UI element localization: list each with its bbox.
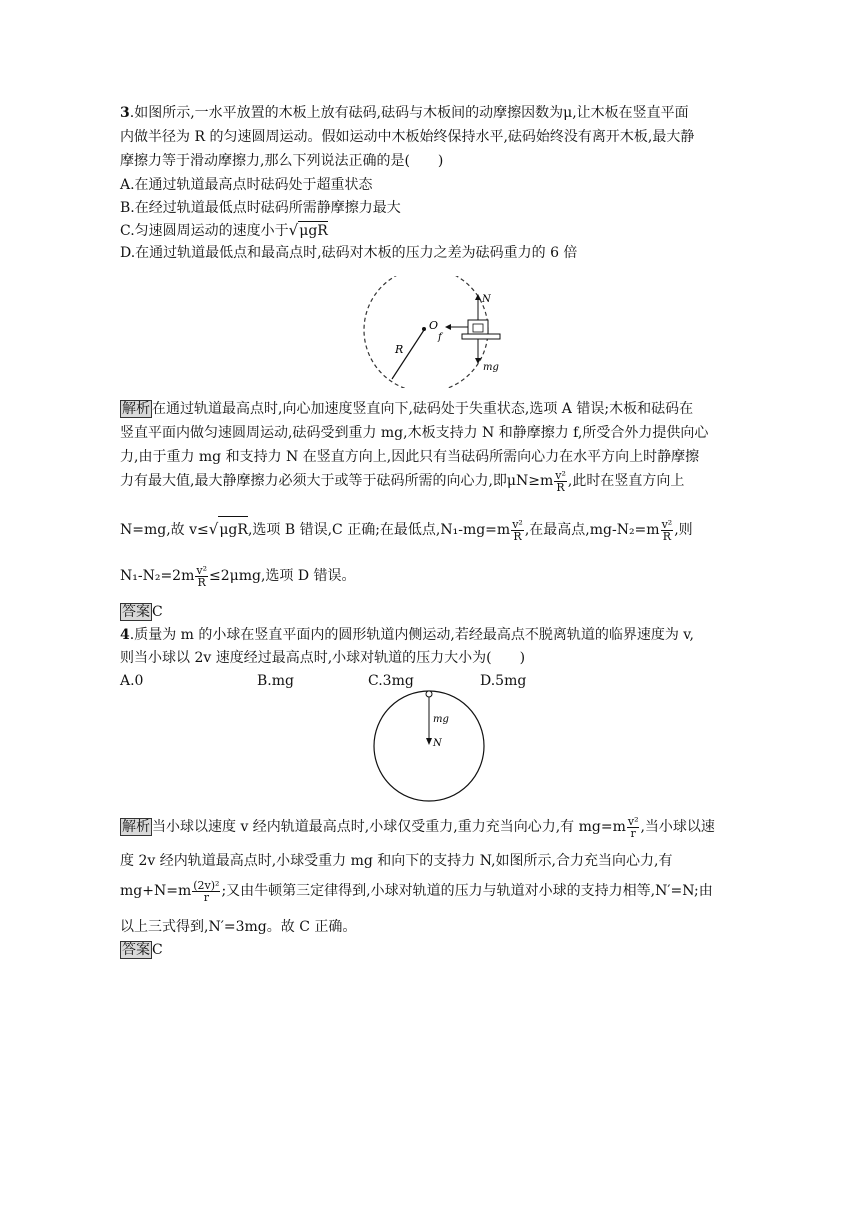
q4-analysis-line1 (120, 814, 715, 840)
q4-stem-line2: 则当小球以 2v 速度经过最高点时,小球对轨道的压力大小为( ) (120, 650, 526, 666)
q3-analysis-text4b: ,此时在竖直方向上 (567, 473, 685, 489)
frac-den: r (630, 826, 636, 840)
q3-analysis-line6 (120, 563, 356, 589)
q4-option-c: C.3mg (368, 673, 414, 689)
fraction-v2-R (554, 470, 567, 493)
label-O: O (429, 319, 439, 332)
q3-number: 3 (120, 105, 130, 121)
fraction-v2-R (511, 519, 524, 542)
label-mg: mg (483, 362, 499, 373)
fraction-v2-R (661, 519, 674, 542)
arrowhead-down (426, 738, 432, 745)
q3-analysis-text5c: ,在最高点,mg-N₂=m (524, 522, 660, 538)
sqrt-mugR: μgR (218, 516, 248, 543)
arrowhead-f (445, 324, 451, 330)
fraction-v2-R (195, 565, 208, 588)
q4-analysis-text1b: ,当小球以速 (640, 819, 715, 835)
q3-answer-value: C (152, 604, 163, 620)
label-R: R (395, 343, 404, 356)
q3-option-d: D.在通过轨道最低点和最高点时,砝码对木板的压力之差为砝码重力的 6 倍 (120, 245, 578, 261)
q3-analysis-text5d: ,则 (674, 522, 693, 538)
fraction-2v2-r (192, 880, 220, 903)
sqrt-sign: √ (288, 221, 299, 239)
q3-option-b: B.在经过轨道最低点时砝码所需静摩擦力最大 (120, 200, 401, 216)
analysis-tag: 解析 (122, 401, 150, 417)
q4-option-a: A.0 (120, 673, 144, 689)
frac-den: R (513, 529, 522, 543)
label-f: f (438, 332, 442, 343)
q3-analysis-text6b: ≤2μmg,选项 D 错误。 (209, 568, 356, 584)
q3-option-c-sqrt: μgR (299, 223, 328, 239)
q3-option-a: A.在通过轨道最高点时砝码处于超重状态 (120, 177, 373, 193)
frac-num: v² (627, 814, 639, 828)
q4-answer (120, 941, 163, 959)
q4-figure (370, 688, 492, 804)
frac-den: R (197, 575, 206, 589)
q4-analysis-text1a: 当小球以速度 v 经内轨道最高点时,小球仅受重力,重力充当向心力,有 mg=m (152, 819, 626, 835)
label-N: N (482, 294, 491, 305)
q4-stem-text1: .质量为 m 的小球在竖直平面内的圆形轨道内侧运动,若经最高点不脱离轨道的临界速度为 v, (129, 627, 694, 643)
q3-analysis-line2: 竖直平面内做匀速圆周运动,砝码受到重力 mg,木板支持力 N 和静摩擦力 f,所受合外力提供向心 (120, 425, 709, 441)
q4-analysis-text3a: mg+N=m (120, 883, 192, 899)
q4-stem-line1 (120, 626, 694, 644)
q3-analysis-line5 (120, 516, 693, 543)
q3-analysis-text6a: N₁-N₂=2m (120, 568, 195, 584)
wooden-board (462, 334, 500, 339)
frac-num: v² (196, 563, 207, 577)
label-N: N (433, 738, 442, 749)
answer-tag: 答案 (122, 604, 150, 620)
q4-option-b: B.mg (257, 673, 294, 689)
q3-analysis-text1: 在通过轨道最高点时,向心加速度竖直向下,砝码处于失重状态,选项 A 错误;木板和砝码在 (152, 401, 694, 417)
center-point (422, 327, 426, 331)
q3-analysis-text4: 力有最大值,最大静摩擦力必须大于或等于砝码所需的向心力,即μN≥m (120, 473, 554, 489)
q4-analysis-line2: 度 2v 经内轨道最高点时,小球受重力 mg 和向下的支持力 N,如图所示,合力充当向心力,有 (120, 853, 673, 869)
frac-den: R (662, 529, 672, 543)
q3-analysis-text5a: N=mg,故 v≤ (120, 522, 209, 538)
ball (426, 691, 432, 697)
q4-answer-value: C (152, 942, 163, 958)
frac-num: v² (555, 468, 566, 482)
q3-stem-line3: 摩擦力等于滑动摩擦力,那么下列说法正确的是( ) (120, 153, 444, 169)
frac-den: r (203, 890, 209, 904)
q3-stem-line1 (120, 104, 689, 122)
q3-analysis-line4 (120, 468, 684, 494)
arrowhead-N (475, 294, 481, 300)
q3-analysis-line3: 力,由于重力 mg 和支持力 N 在竖直方向上,因此只有当砝码所需向心力在水平方向上时静摩擦 (120, 449, 700, 465)
analysis-tag: 解析 (122, 819, 150, 835)
answer-tag: 答案 (122, 942, 150, 958)
sqrt-sign: √ (208, 520, 219, 538)
frac-num: v² (512, 517, 523, 531)
q4-number: 4 (120, 627, 130, 643)
weight-inner (473, 324, 483, 332)
q3-stem-line2: 内做半径为 R 的匀速圆周运动。假如运动中木板始终保持水平,砝码始终没有离开木板,最大静 (120, 129, 695, 145)
q3-option-c-text: C.匀速圆周运动的速度小于 (120, 223, 289, 239)
fraction-v2-r (627, 816, 640, 839)
arrowhead-mg (475, 358, 481, 364)
q3-answer (120, 603, 163, 621)
q4-analysis-line3 (120, 878, 713, 904)
q4-option-d: D.5mg (480, 673, 527, 689)
frac-num: v² (661, 517, 673, 531)
q4-analysis-line4: 以上三式得到,N′=3mg。故 C 正确。 (120, 919, 357, 935)
q3-figure (352, 276, 512, 388)
label-mg: mg (433, 714, 449, 725)
frac-den: R (556, 480, 565, 494)
q3-option-c (120, 221, 328, 240)
q3-stem-text1: .如图所示,一水平放置的木板上放有砝码,砝码与木板间的动摩擦因数为μ,让木板在竖直平面 (129, 105, 689, 121)
frac-num: (2v)² (193, 878, 220, 892)
q3-analysis-line1 (120, 400, 693, 418)
q3-analysis-text5b: ,选项 B 错误,C 正确;在最低点,N₁-mg=m (247, 522, 511, 538)
q4-analysis-text3b: ;又由牛顿第三定律得到,小球对轨道的压力与轨道对小球的支持力相等,N′=N;由 (221, 883, 713, 899)
